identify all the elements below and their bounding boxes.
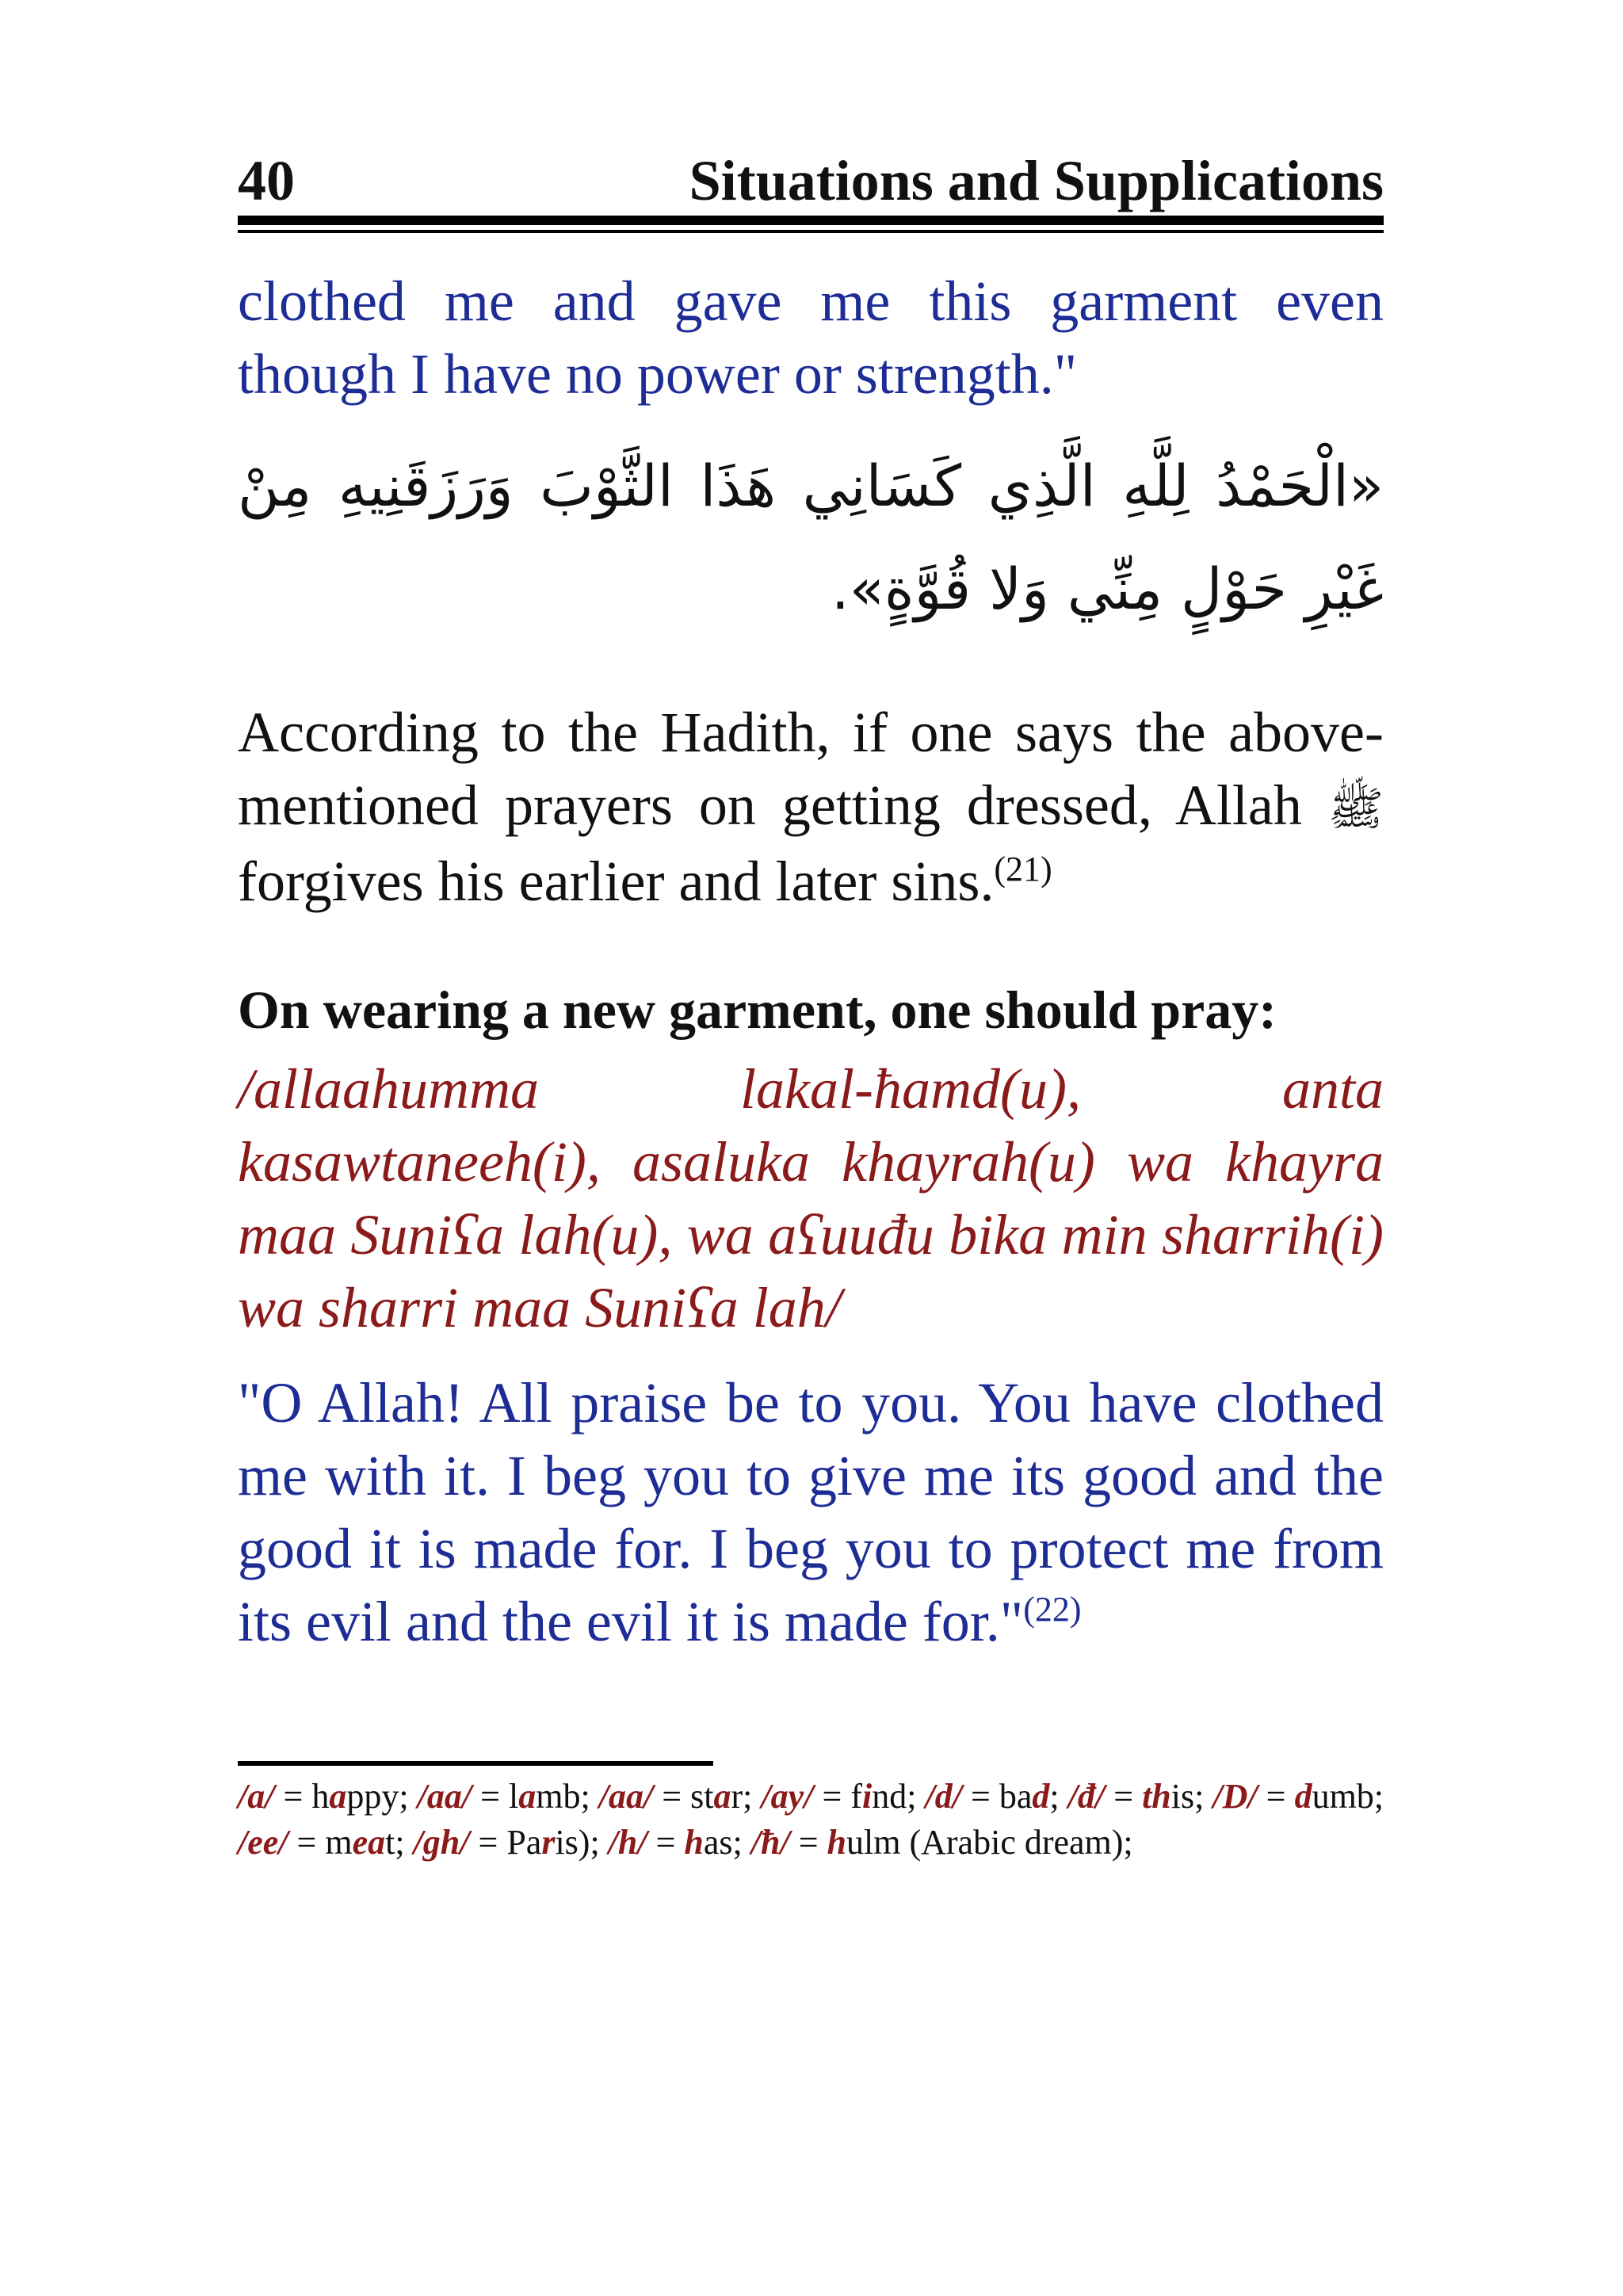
- footnote-entry: [1212, 1777, 1384, 1816]
- hadith-text-before: According to the Hadith, if one says the above-mentioned prayers on getting dressed, Allah: [238, 701, 1384, 837]
- footnote-entry: [751, 1823, 1133, 1862]
- footnote-key: /ħ/: [750, 1823, 790, 1862]
- footnote-example-post: mb;: [536, 1777, 599, 1816]
- footnote-example-post: ppy;: [346, 1777, 418, 1816]
- footnote-example-pre: f: [850, 1777, 862, 1816]
- footnote-example-highlight: i: [862, 1777, 873, 1816]
- footnote-section: [238, 1761, 1384, 1866]
- footnote-key: /d/: [925, 1777, 962, 1816]
- footnote-entry: [761, 1777, 925, 1816]
- footnote-entry: [609, 1823, 751, 1862]
- footnote-example-highlight: d: [1294, 1777, 1312, 1816]
- footnote-equals: =: [647, 1823, 685, 1862]
- footnote-example-post: ulm (Arabic dream);: [846, 1823, 1133, 1862]
- footnote-example-highlight: h: [684, 1823, 704, 1862]
- footnote-key: /ee/: [238, 1823, 288, 1862]
- honorific-symbol: ﷺ: [1327, 781, 1384, 835]
- footnote-example-post: nd;: [872, 1777, 926, 1816]
- footnote-entry: [414, 1823, 609, 1862]
- footnote-entry: [926, 1777, 1068, 1816]
- footnote-equals: =: [288, 1823, 326, 1862]
- footnote-example-highlight: a: [713, 1777, 731, 1816]
- footnote-example-highlight: h: [827, 1823, 847, 1862]
- footnote-key: /h/: [608, 1823, 647, 1862]
- footnote-example-highlight: d: [1032, 1777, 1050, 1816]
- footnote-example-pre: Pa: [506, 1823, 542, 1862]
- footnote-equals: =: [789, 1823, 827, 1862]
- footnote-key: /đ/: [1067, 1777, 1106, 1816]
- footnote-example-post: is);: [555, 1823, 609, 1862]
- footnote-key: /aa/: [417, 1777, 472, 1816]
- footnote-example-post: as;: [703, 1823, 751, 1862]
- header-rule-thin: [238, 230, 1384, 233]
- footnote-entry: [599, 1777, 762, 1816]
- arabic-supplication: «الْحَمْدُ لِلَّهِ الَّذِي كَسَانِي هَذَا الثَّوْبَ وَرَزَقَنِيهِ مِنْ غَيْرِ حَوْلٍ مِنِّي وَلا قُوَّةٍ».: [238, 453, 1384, 622]
- footnote-key: /gh/: [413, 1823, 470, 1862]
- footnote-example-post: r;: [731, 1777, 762, 1816]
- footnote-example-highlight: ea: [352, 1823, 386, 1862]
- footnote-equals: =: [961, 1777, 999, 1816]
- footnote-key: /D/: [1212, 1777, 1258, 1816]
- footnote-example-post: ;: [1049, 1777, 1068, 1816]
- footnote-example-highlight: th: [1142, 1777, 1171, 1816]
- translation: [238, 1366, 1384, 1658]
- footnote-example-highlight: r: [541, 1823, 556, 1862]
- footnote-equals: =: [472, 1777, 510, 1816]
- footnote-key: /aa/: [598, 1777, 654, 1816]
- transliteration: /allaahumma lakal-ħamd(u), anta kasawtaneeh(i), asaluka khayrah(u) wa khayra maa Suniʕa lah(u), wa aʕuuđu bika min sharrih(i) wa sharri maa Suniʕa lah/: [238, 1057, 1384, 1339]
- translation-continued: clothed me and gave me this garment even though I have no power or strength.": [238, 269, 1384, 406]
- translation-text: "O Allah! All praise be to you. You have clothed me with it. I beg you to give me its good and the good it is made for. I beg you to protect me from its evil and the evil it is made for.": [238, 1371, 1384, 1653]
- footnote-example-post: umb;: [1312, 1777, 1384, 1816]
- footnote-rule: [238, 1761, 713, 1766]
- footnote-example-highlight: a: [518, 1777, 537, 1816]
- footnote-example-pre: ba: [999, 1777, 1033, 1816]
- footnote-equals: =: [813, 1777, 851, 1816]
- page-number: 40: [238, 149, 295, 212]
- footnote-key: /ay/: [761, 1777, 814, 1816]
- hadith-text-after: forgives his earlier and later sins.: [238, 850, 995, 913]
- running-title: Situations and Supplications: [689, 149, 1384, 212]
- footnote-example-post: is;: [1170, 1777, 1213, 1816]
- footnote-equals: =: [469, 1823, 507, 1862]
- footnote-entry: [418, 1777, 599, 1816]
- footnote-entry: [238, 1777, 418, 1816]
- footnote-example-pre: h: [311, 1777, 330, 1816]
- hadith-paragraph: [238, 696, 1384, 918]
- footnote-ref-21: (21): [994, 850, 1052, 888]
- footnote-example-pre: st: [690, 1777, 714, 1816]
- footnote-ref-22: (22): [1023, 1590, 1082, 1629]
- footnote-equals: =: [1105, 1777, 1143, 1816]
- footnote-example-highlight: a: [329, 1777, 347, 1816]
- footnote-entry: [1068, 1777, 1213, 1816]
- section-heading: On wearing a new garment, one should pray:: [238, 980, 1277, 1040]
- footnote-equals: =: [274, 1777, 312, 1816]
- footnote-example-pre: m: [325, 1823, 353, 1862]
- page: [238, 143, 1384, 1866]
- footnote-equals: =: [1257, 1777, 1295, 1816]
- footnote-example-pre: l: [509, 1777, 519, 1816]
- page-header: [238, 143, 1384, 212]
- footnote-list: [238, 1774, 1384, 1866]
- footnote-entry: [238, 1823, 414, 1862]
- footnote-key: /a/: [238, 1777, 275, 1816]
- footnote-equals: =: [653, 1777, 691, 1816]
- footnote-example-post: t;: [385, 1823, 414, 1862]
- header-rule-thick: [238, 216, 1384, 225]
